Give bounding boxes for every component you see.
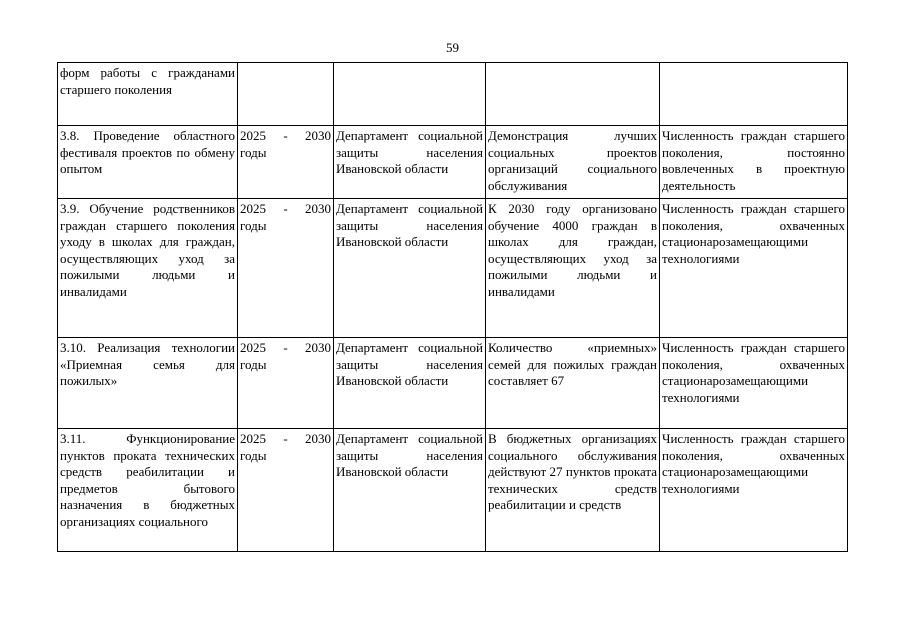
cell-executor: Департамент социальной защиты населения Ивановской области <box>334 199 486 338</box>
cell-indicator: Численность граждан старшего поколения, охваченных стационарозамещающими технологиями <box>660 199 848 338</box>
cell-indicator: Численность граждан старшего поколения, охваченных стационарозамещающими технологиями <box>660 429 848 552</box>
cell-result <box>486 63 660 126</box>
measures-table <box>57 62 848 552</box>
cell-result: В бюджетных организациях социального обслуживания действуют 27 пунктов проката технических средств реабилитации и средств <box>486 429 660 552</box>
page-number: 59 <box>446 40 459 55</box>
cell-indicator: Численность граждан старшего поколения, постоянно вовлеченных в проектную деятельность <box>660 126 848 199</box>
cell-item: 3.9. Обучение родственников граждан старшего поколения уходу в школах для граждан, осуществляющих уход за пожилыми людьми и инвалидами <box>58 199 238 338</box>
cell-period: 2025 - 2030 годы <box>238 429 334 552</box>
cell-item: 3.8. Проведение областного фестиваля проектов по обмену опытом <box>58 126 238 199</box>
table-row <box>58 199 848 338</box>
cell-executor: Департамент социальной защиты населения Ивановской области <box>334 429 486 552</box>
cell-executor <box>334 63 486 126</box>
cell-indicator: Численность граждан старшего поколения, охваченных стационарозамещающими технологиями <box>660 338 848 429</box>
cell-executor: Департамент социальной защиты населения Ивановской области <box>334 126 486 199</box>
table-row <box>58 126 848 199</box>
table-row <box>58 63 848 126</box>
cell-item: форм работы с гражданами старшего поколения <box>58 63 238 126</box>
cell-period: 2025 - 2030 годы <box>238 126 334 199</box>
cell-period <box>238 63 334 126</box>
cell-executor: Департамент социальной защиты населения Ивановской области <box>334 338 486 429</box>
table-row <box>58 429 848 552</box>
cell-period: 2025 - 2030 годы <box>238 338 334 429</box>
cell-item: 3.10. Реализация технологии «Приемная семья для пожилых» <box>58 338 238 429</box>
cell-result: К 2030 году организовано обучение 4000 граждан в школах для граждан, осуществляющих уход за пожилыми людьми и инвалидами <box>486 199 660 338</box>
cell-item: 3.11. Функционирование пунктов проката технических средств реабилитации и предметов бытового назначения в бюджетных организациях социального <box>58 429 238 552</box>
cell-result: Демонстрация лучших социальных проектов организаций социального обслуживания <box>486 126 660 199</box>
cell-period: 2025 - 2030 годы <box>238 199 334 338</box>
table-row <box>58 338 848 429</box>
cell-result: Количество «приемных» семей для пожилых граждан составляет 67 <box>486 338 660 429</box>
cell-indicator <box>660 63 848 126</box>
